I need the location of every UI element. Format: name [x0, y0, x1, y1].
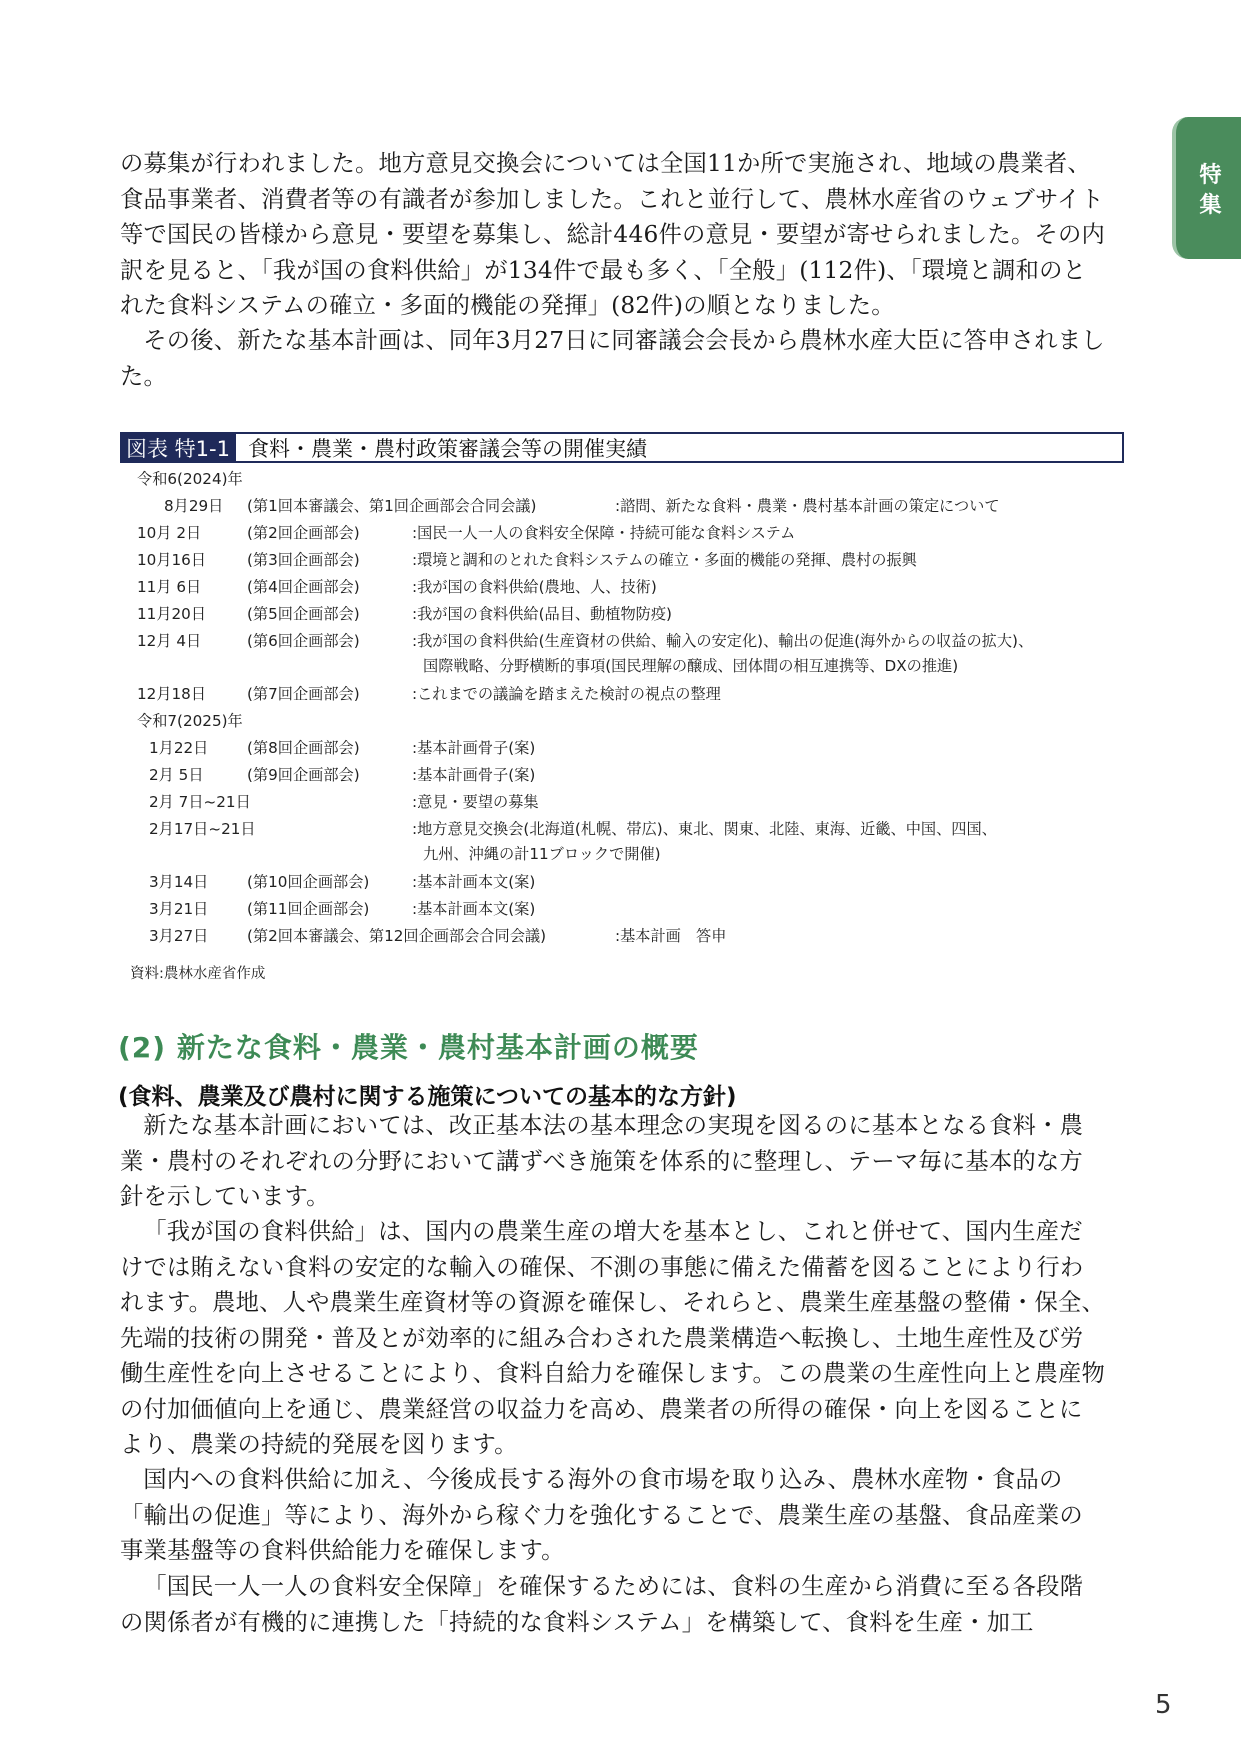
row-date: 11月 6日 [137, 578, 202, 596]
row-meeting: (第11回企画部会) [247, 900, 370, 918]
row-topic: :基本計画骨子(案) [412, 739, 536, 757]
timeline-row [120, 789, 1120, 816]
row-date: 2月 5日 [149, 766, 204, 784]
timeline-row [120, 601, 1120, 628]
row-meeting: (第1回本審議会、第1回企画部会合同会議) [247, 497, 537, 515]
row-topic-continued: 九州、沖縄の計11ブロックで開催) [423, 845, 661, 863]
row-meeting: (第7回企画部会) [247, 685, 360, 703]
section-subheading: (食料、農業及び農村に関する施策についての基本的な方針) [118, 1084, 737, 1110]
figure-source: 資料:農林水産省作成 [130, 966, 266, 982]
year-heading-2024: 令和6(2024)年 [137, 470, 243, 488]
row-date: 12月 4日 [137, 632, 202, 650]
timeline-row-continuation [120, 843, 1120, 869]
timeline-row [120, 896, 1120, 923]
body-paragraph-2: 「我が国の食料供給」は、国内の農業生産の増大を基本とし、これと併せて、国内生産だけでは賄えない食料の安定的な輸入の確保、不測の事態に備えた備蓄を図ることにより行われます。農地、人や農業生産資材等の資源を確保し、それらと、農業生産基盤の整備・保全、先端的技術の開発・普及とが効率的に組み合わされた農業構造へ転換し、土地生産性及び労働生産性を向上させることにより、食料自給力を確保します。この農業の生産性向上と農産物の付加価値向上を通じ、農業経営の収益力を高め、農業者の所得の確保・向上を図ることにより、農業の持続的発展を図ります。 [120, 1218, 1106, 1458]
row-date: 3月14日 [149, 873, 209, 891]
row-meeting: (第10回企画部会) [247, 873, 370, 891]
side-tab-char-2: 集 [1199, 193, 1222, 218]
page-number: 5 [1155, 1690, 1172, 1720]
timeline-row [120, 869, 1120, 896]
figure-title: 食料・農業・農村政策審議会等の開催実績 [247, 436, 647, 461]
timeline-row [120, 628, 1120, 655]
timeline-row [120, 547, 1120, 574]
timeline-row [120, 681, 1120, 708]
feature-section-tab [1172, 117, 1241, 259]
row-topic: :我が国の食料供給(農地、人、技術) [412, 578, 657, 596]
timeline-row [120, 762, 1120, 789]
figure-label: 図表 特1-1 [122, 434, 236, 461]
row-date: 10月 2日 [137, 524, 202, 542]
body-paragraph-1: 新たな基本計画においては、改正基本法の基本理念の実現を図るのに基本となる食料・農業・農村のそれぞれの分野において講ずべき施策を体系的に整理し、テーマ毎に基本的な方針を示しています。 [120, 1112, 1084, 1210]
row-date: 2月17日~21日 [149, 820, 256, 838]
row-meeting: (第5回企画部会) [247, 605, 360, 623]
body-paragraph-4: 「国民一人一人の食料安全保障」を確保するためには、食料の生産から消費に至る各段階の関係者が有機的に連携した「持続的な食料システム」を構築して、食料を生産・加工 [120, 1573, 1084, 1636]
row-date: 2月 7日~21日 [149, 793, 251, 811]
row-topic: :国民一人一人の食料安全保障・持続可能な食料システム [412, 524, 796, 542]
row-date: 11月20日 [137, 605, 207, 623]
row-topic: :意見・要望の募集 [412, 793, 539, 811]
row-topic: :地方意見交換会(北海道(札幌、帯広)、東北、関東、北陸、東海、近畿、中国、四国、 [412, 820, 997, 838]
timeline-row [120, 520, 1120, 547]
row-meeting: (第4回企画部会) [247, 578, 360, 596]
row-date: 1月22日 [149, 739, 209, 757]
timeline-row [120, 493, 1120, 520]
timeline-row [120, 574, 1120, 601]
section-heading: (2) 新たな食料・農業・農村基本計画の概要 [118, 1031, 699, 1064]
row-topic: :諮問、新たな食料・農業・農村基本計画の策定について [615, 497, 1000, 515]
timeline-row [120, 816, 1120, 843]
intro-paragraph-2: その後、新たな基本計画は、同年3月27日に同審議会会長から農林水産大臣に答申されました。 [120, 327, 1105, 390]
row-topic: :基本計画本文(案) [412, 900, 536, 918]
figure-title-bar [120, 432, 1124, 463]
row-topic: :基本計画 答申 [615, 927, 727, 945]
side-tab-char-1: 特 [1199, 163, 1222, 188]
row-meeting: (第3回企画部会) [247, 551, 360, 569]
row-topic: :我が国の食料供給(生産資材の供給、輸入の安定化)、輸出の促進(海外からの収益の拡大)、 [412, 632, 1034, 650]
timeline-row [120, 923, 1120, 950]
row-date: 3月27日 [149, 927, 209, 945]
row-meeting: (第9回企画部会) [247, 766, 360, 784]
row-topic: :我が国の食料供給(品目、動植物防疫) [412, 605, 672, 623]
timeline-row [120, 735, 1120, 762]
row-topic: :これまでの議論を踏まえた検討の視点の整理 [412, 685, 721, 703]
year-heading-2025: 令和7(2025)年 [137, 712, 243, 730]
row-topic: :基本計画本文(案) [412, 873, 536, 891]
row-topic: :環境と調和のとれた食料システムの確立・多面的機能の発揮、農村の振興 [412, 551, 917, 569]
row-meeting: (第2回企画部会) [247, 524, 360, 542]
meeting-timeline [120, 466, 1120, 950]
row-meeting: (第6回企画部会) [247, 632, 360, 650]
row-date: 8月29日 [164, 497, 224, 515]
row-date: 12月18日 [137, 685, 207, 703]
row-date: 10月16日 [137, 551, 207, 569]
intro-paragraph-1: の募集が行われました。地方意見交換会については全国11か所で実施され、地域の農業者、食品事業者、消費者等の有識者が参加しました。これと並行して、農林水産省のウェブサイト等で国民の皆様から意見・要望を募集し、総計446件の意見・要望が寄せられました。その内訳を見ると、「我が国の食料供給」が134件で最も多く、「全般」(112件)、「環境と調和のとれた食料システムの確立・多面的機能の発揮」(82件)の順となりました。 [120, 150, 1105, 319]
row-topic: :基本計画骨子(案) [412, 766, 536, 784]
row-topic-continued: 国際戦略、分野横断的事項(国民理解の醸成、団体間の相互連携等、DXの推進) [423, 657, 959, 675]
row-meeting: (第2回本審議会、第12回企画部会合同会議) [247, 927, 547, 945]
row-date: 3月21日 [149, 900, 209, 918]
body-paragraph-3: 国内への食料供給に加え、今後成長する海外の食市場を取り込み、農林水産物・食品の「輸出の促進」等により、海外から稼ぐ力を強化することで、農業生産の基盤、食品産業の事業基盤等の食料供給能力を確保します。 [120, 1466, 1083, 1564]
row-meeting: (第8回企画部会) [247, 739, 360, 757]
timeline-row-continuation [120, 655, 1120, 681]
